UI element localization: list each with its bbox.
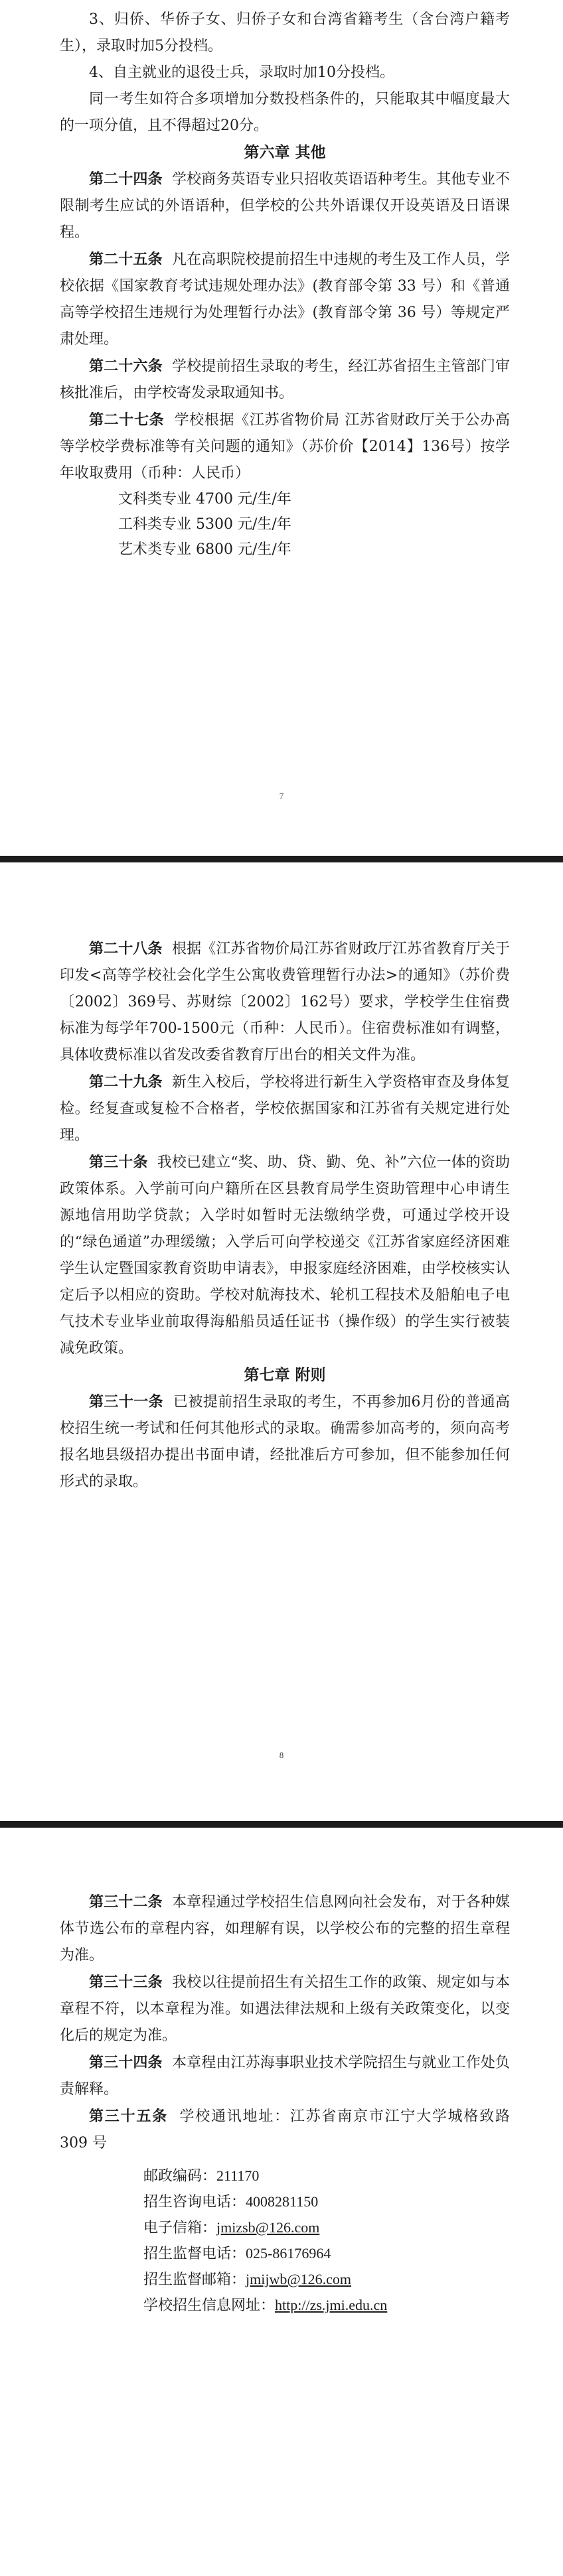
contact-postcode: 邮政编码：211170 [143, 2167, 260, 2185]
article-34: 第三十四条 本章程由江苏海事职业技术学院招生与就业工作处负责解释。 [60, 2054, 510, 2098]
article-28: 第二十八条 根据《江苏省物价局江苏省财政厅江苏省教育厅关于印发<高等学校社会化学生公寓收费管理暂行办法>的通知》（苏价费〔2002〕369号、苏财综〔2002〕162号）要求，学校学生住宿费标准为每学年700-1500元（币种：人民币）。住宿费标准如有调整，具体收费标准以省发改委省教育厅出台的相关文件为准。 [60, 940, 510, 1063]
contact-email: 电子信箱：jmizsb@126.com [143, 2219, 320, 2236]
article-32: 第三十二条 本章程通过学校招生信息网向社会发布，对于各种媒体节选公布的章程内容，如理解有误，以学校公布的完整的招生章程为准。 [60, 1893, 510, 1964]
article-25: 第二十五条 凡在高职院校提前招生中违规的考生及工作人员，学校依据《国家教育考试违规处理办法》(教育部令第 33 号）和《普通高等学校招生违规行为处理暂行办法》(教育部令第 36 号）等规定严肃处理。 [60, 251, 510, 348]
bonus-rule: 同一考生如符合多项增加分数投档条件的，只能取其中幅度最大的一项分值，且不得超过20分。 [60, 91, 510, 134]
article-29: 第二十九条 新生入校后，学校将进行新生入学资格审查及身体复检。经复查或复检不合格者，学校依据国家和江苏省有关规定进行处理。 [60, 1073, 510, 1144]
document-page-7 [0, 0, 563, 856]
document-page-9 [0, 1828, 563, 2576]
page-divider [0, 856, 563, 862]
email-link[interactable]: jmizsb@126.com [216, 2219, 320, 2236]
chapter-heading-6: 第六章 其他 [244, 143, 326, 161]
fee-liberal-arts: 文科类专业 4700 元/生/年 [118, 491, 291, 508]
contact-phone: 招生咨询电话：4008281150 [143, 2193, 319, 2210]
bonus-item-3: 3、归侨、华侨子女、归侨子女和台湾省籍考生（含台湾户籍考生），录取时加5分投档。 [60, 11, 510, 54]
contact-supervision-email: 招生监督邮箱：jmijwb@126.com [143, 2271, 351, 2288]
contact-website: 学校招生信息网址：http://zs.jmi.edu.cn [143, 2297, 388, 2314]
article-24: 第二十四条 学校商务英语专业只招收英语语种考生。其他专业不限制考生应试的外语语种，但学校的公共外语课仅开设英语及日语课程。 [60, 170, 510, 241]
page-number: 8 [279, 1750, 284, 1760]
article-27: 第二十七条 学校根据《江苏省物价局 江苏省财政厅关于公办高等学校学费标准等有关问题的通知》（苏价价【2014】136号）按学年收取费用（币种：人民币） [60, 411, 510, 482]
article-31: 第三十一条 已被提前招生录取的考生，不再参加6月份的普通高校招生统一考试和任何其他形式的录取。确需参加高考的，须向高考报名地县级招办提出书面申请，经批准后方可参加，但不能参加任何形式的录取。 [60, 1393, 510, 1490]
fee-arts: 艺术类专业 6800 元/生/年 [118, 541, 291, 558]
page-divider [0, 1821, 563, 1828]
article-33: 第三十三条 我校以往提前招生有关招生工作的政策、规定如与本章程不符，以本章程为准。如遇法律法规和上级有关政策变化，以变化后的规定为准。 [60, 1974, 510, 2044]
supervision-email-link[interactable]: jmijwb@126.com [246, 2271, 351, 2287]
chapter-heading-7: 第七章 附则 [244, 1366, 326, 1384]
bonus-item-4: 4、自主就业的退役士兵，录取时加10分投档。 [89, 64, 394, 81]
website-link[interactable]: http://zs.jmi.edu.cn [275, 2297, 388, 2313]
fee-engineering: 工科类专业 5300 元/生/年 [118, 516, 291, 533]
article-26: 第二十六条 学校提前招生录取的考生，经江苏省招生主管部门审核批准后，由学校寄发录取通知书。 [60, 358, 510, 401]
document-page-8 [0, 862, 563, 1821]
contact-supervision-phone: 招生监督电话：025-86176964 [143, 2245, 331, 2262]
article-35: 第三十五条 学校通讯地址：江苏省南京市江宁大学城格致路 309 号 [60, 2108, 510, 2151]
article-30: 第三十条 我校已建立“奖、助、贷、勤、免、补”六位一体的资助政策体系。入学前可向户籍所在区县教育局学生资助管理中心申请生源地信用助学贷款；入学时如暂时无法缴纳学费，可通过学校开设的“绿色通道”办理缓缴；入学后可向学校递交《江苏省家庭经济困难学生认定暨国家教育资助申请表》，申报家庭经济困难，由学校核实认定后予以相应的资助。学校对航海技术、轮机工程技术及船舶电子电气技术专业毕业前取得海船船员适任证书（操作级）的学生实行被装减免政策。 [60, 1154, 510, 1357]
page-number: 7 [279, 791, 284, 801]
